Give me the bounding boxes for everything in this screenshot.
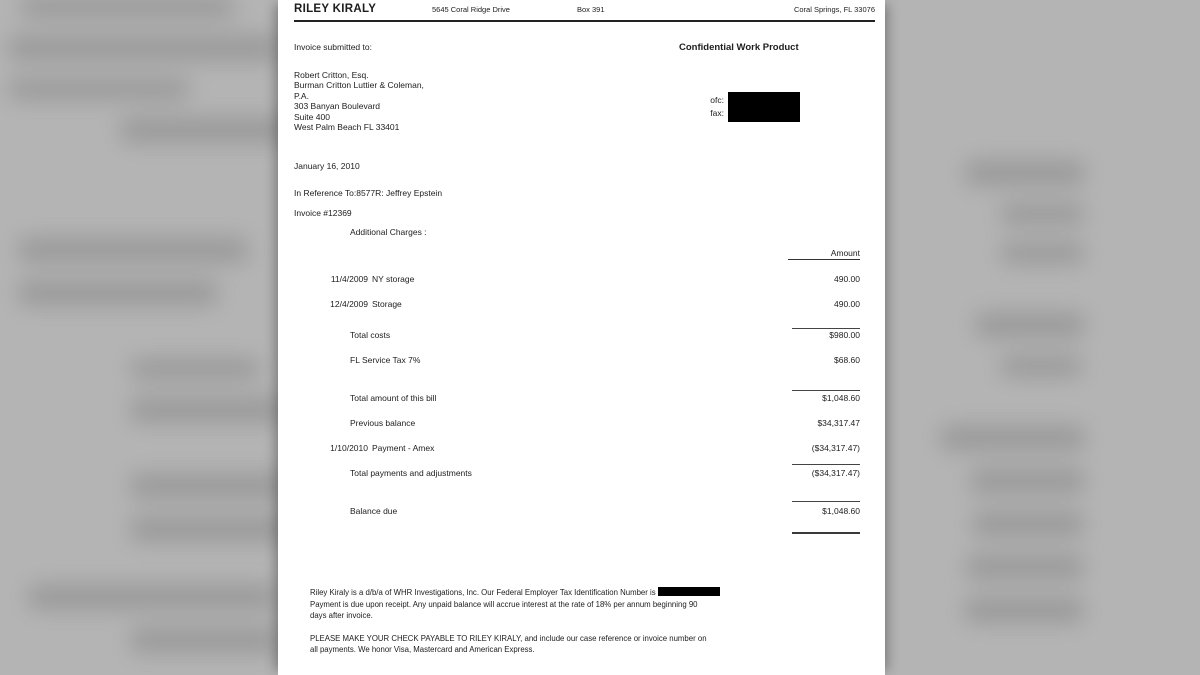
row-amount: $980.00 [829,330,860,340]
row-description: FL Service Tax 7% [350,355,421,365]
row-amount: $1,048.60 [822,506,860,516]
row-description: NY storage [372,274,415,284]
row-amount: ($34,317.47) [811,443,860,453]
row-amount: $1,048.60 [822,393,860,403]
contact-redaction-box [728,92,800,122]
additional-charges-label: Additional Charges : [350,227,427,237]
recipient-address-block [294,70,424,132]
contact-block [702,94,724,120]
row-description: Previous balance [350,418,416,428]
payments-rule [792,464,860,465]
footer-fein-text: Riley Kiraly is a d/b/a of WHR Investigations, Inc. Our Federal Employer Tax Identification Number is [310,588,656,597]
table-row [294,468,875,493]
invoice-number: Invoice #12369 [294,208,352,218]
office-phone-row [702,94,724,107]
company-street-address: 5645 Coral Ridge Drive [432,5,510,14]
company-name: RILEY KIRALY [294,3,377,15]
company-city-state-zip: Coral Springs, FL 33076 [793,5,875,14]
row-description: Balance due [350,506,398,516]
subtotal-rule [792,328,860,329]
row-description: Total amount of this bill [350,393,437,403]
table-row [294,418,875,443]
fein-redaction-box [658,587,720,596]
submitted-row [294,42,875,56]
table-row [294,506,875,531]
recipient-line-6: West Palm Beach FL 33401 [294,122,400,133]
table-row [294,299,875,324]
table-row [294,355,875,380]
row-amount: ($34,317.47) [811,468,860,478]
table-row [294,330,875,355]
row-amount: $34,317.47 [817,418,860,428]
footer-line-1 [310,587,853,599]
row-date: 12/4/2009 [330,299,368,309]
company-po-box: Box 391 [577,5,605,14]
office-phone-label: ofc: [710,95,724,105]
row-amount: 490.00 [834,274,860,284]
row-description: Total costs [350,330,391,340]
footer-spacer [310,622,853,633]
footer-line-5: all payments. We honor Visa, Mastercard and American Express. [310,645,535,655]
invoice-page [278,0,885,675]
table-row [294,274,875,299]
footer-terms [310,587,853,656]
recipient-line-1: Robert Critton, Esq. [294,70,369,80]
footer-line-3: days after invoice. [310,611,373,621]
footer-line-2: Payment is due upon receipt. Any unpaid balance will accrue interest at the rate of 18% per annum beginning 90 [310,599,698,609]
reference-line: In Reference To:8577R: Jeffrey Epstein [294,188,443,198]
fax-number-label: fax: [710,108,724,118]
invoice-date: January 16, 2010 [294,161,360,171]
recipient-line-4: 303 Banyan Boulevard [294,101,381,112]
recipient-line-5: Suite 400 [294,111,330,122]
bill-total-rule [792,390,860,391]
row-date: 11/4/2009 [330,274,368,284]
row-amount: 490.00 [834,299,860,309]
submitted-to-label: Invoice submitted to: [294,42,372,52]
recipient-line-3: P.A. [294,90,309,101]
footer-line-4: PLEASE MAKE YOUR CHECK PAYABLE TO RILEY KIRALY, and include our case reference or invoice number on [310,633,707,643]
row-description: Payment - Amex [372,443,435,453]
fax-number-row [702,107,724,120]
table-row [294,393,875,418]
row-date: 1/10/2010 [330,443,368,453]
amount-column-header: Amount [788,248,860,260]
letterhead [294,2,875,22]
confidential-notice: Confidential Work Product [679,42,799,53]
table-row [294,443,875,468]
row-amount: $68.60 [834,355,860,365]
background-blur-left [0,0,290,675]
row-description: Storage [372,299,402,309]
row-description: Total payments and adjustments [350,468,472,478]
background-blur-right [900,160,1200,640]
balance-due-top-rule [792,501,860,502]
balance-due-bottom-rule [792,532,860,534]
recipient-line-2: Burman Critton Luttier & Coleman, [294,80,424,91]
